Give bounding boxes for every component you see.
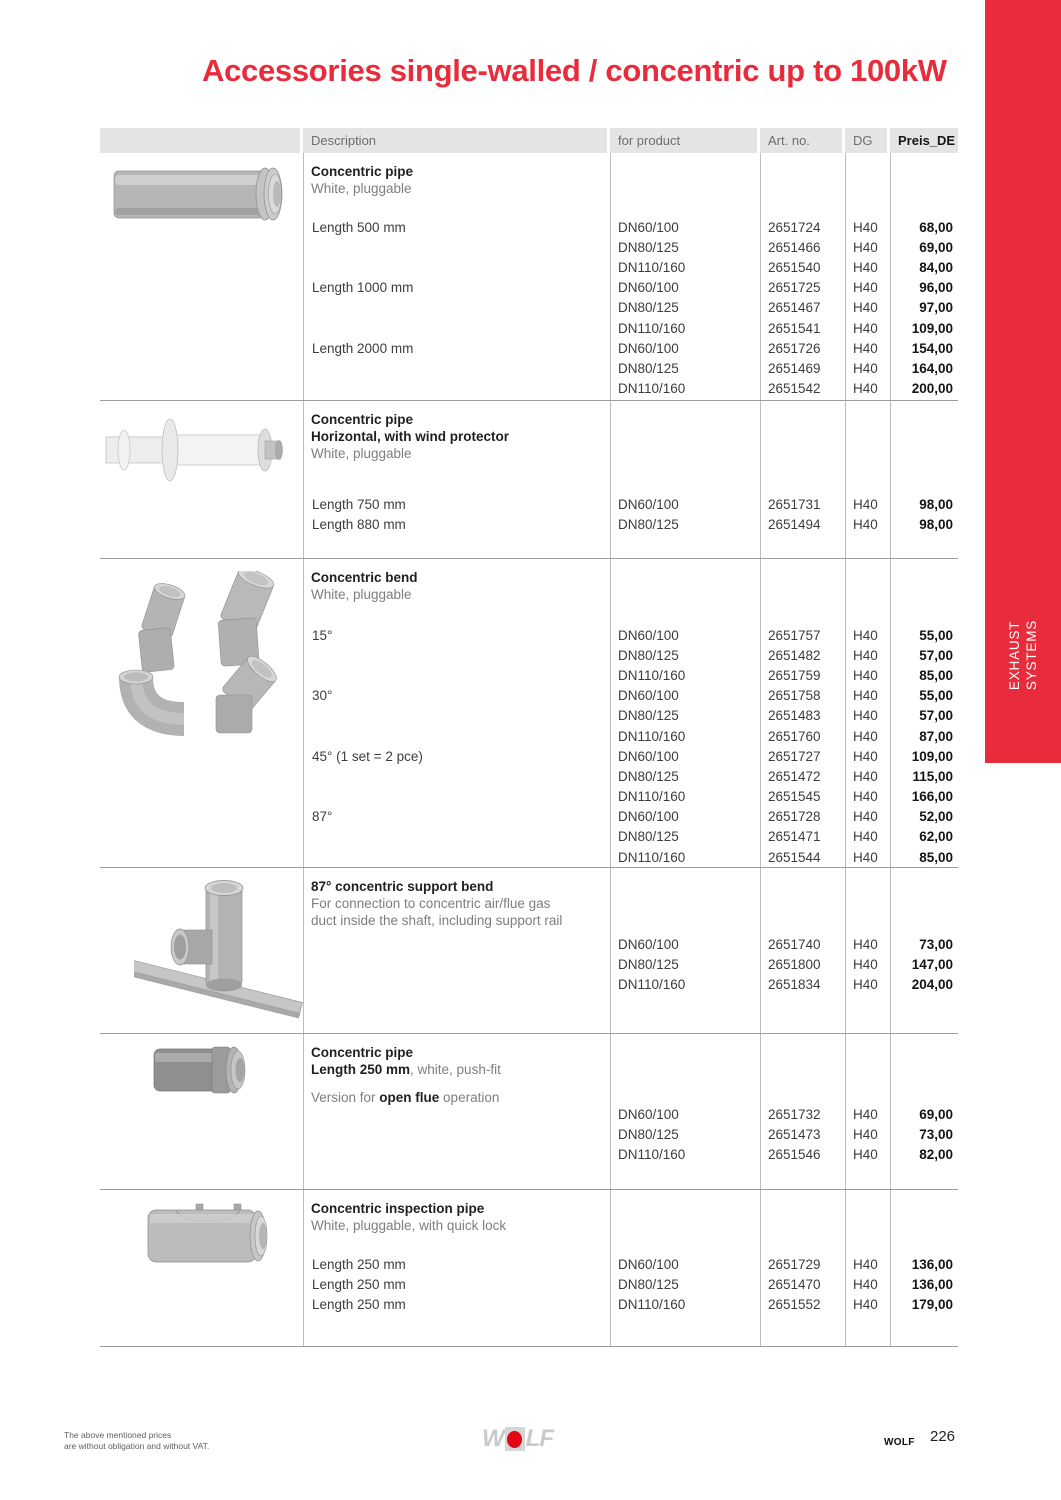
row-price: 166,00 (911, 789, 953, 805)
row-dg: H40 (853, 708, 878, 724)
row-art-no: 2651728 (768, 809, 821, 825)
table-row (100, 298, 958, 318)
description-line (311, 878, 603, 895)
description-segment: duct inside the shaft, including support rail (311, 913, 563, 928)
row-product: DN80/125 (618, 360, 679, 376)
row-product: DN110/160 (618, 728, 686, 744)
exhaust-systems-tab (985, 0, 1061, 763)
row-product: DN110/160 (618, 849, 686, 865)
row-dg: H40 (853, 496, 878, 512)
row-price: 73,00 (919, 1126, 953, 1142)
row-label: Length 2000 mm (312, 340, 414, 356)
row-product: DN80/125 (618, 708, 679, 724)
row-art-no: 2651471 (768, 829, 821, 845)
row-price: 98,00 (919, 516, 953, 532)
column-divider (760, 401, 761, 558)
row-label: Length 250 mm (312, 1296, 406, 1312)
row-dg: H40 (853, 1126, 878, 1142)
column-divider (610, 401, 611, 558)
disclaimer-line-2: are without obligation and without VAT. (64, 1440, 210, 1451)
row-art-no: 2651544 (768, 849, 821, 865)
row-price: 115,00 (912, 768, 953, 784)
row-label: Length 250 mm (312, 1256, 406, 1272)
section-rows (100, 494, 958, 534)
description-segment: Concentric inspection pipe (311, 1201, 485, 1216)
table-row (100, 494, 958, 514)
description-line (311, 912, 603, 929)
table-row (100, 1124, 958, 1144)
description-segment: White, pluggable (311, 587, 412, 602)
row-art-no: 2651494 (768, 516, 821, 532)
row-price: 85,00 (919, 667, 953, 683)
row-price: 154,00 (911, 340, 953, 356)
wolf-logo (482, 1424, 553, 1454)
table-row (100, 726, 958, 746)
table-row (100, 665, 958, 685)
row-label: 87° (312, 809, 333, 825)
row-art-no: 2651473 (768, 1126, 821, 1142)
table-row (100, 514, 958, 534)
sidebar-line-1: EXHAUST (1007, 620, 1022, 691)
description-segment: Concentric pipe (311, 412, 414, 427)
row-art-no: 2651546 (768, 1146, 821, 1162)
row-art-no: 2651800 (768, 956, 821, 972)
product-description (311, 1044, 603, 1106)
row-art-no: 2651466 (768, 239, 821, 255)
description-segment: Concentric pipe (311, 164, 414, 179)
product-description (311, 411, 603, 462)
header-dg: DG (845, 128, 890, 153)
description-line (311, 895, 603, 912)
description-line (311, 411, 603, 428)
row-label: Length 500 mm (312, 219, 406, 235)
table-row (100, 706, 958, 726)
table-row (100, 1254, 958, 1274)
row-product: DN60/100 (618, 1256, 679, 1272)
exhaust-systems-label (1006, 620, 1040, 690)
table-row (100, 358, 958, 378)
table-row (100, 278, 958, 298)
description-line (311, 180, 603, 197)
description-segment: White, pluggable (311, 446, 412, 461)
product-section-concentric-pipe-horizontal (100, 401, 958, 559)
product-description (311, 878, 603, 929)
row-dg: H40 (853, 829, 878, 845)
column-divider (845, 401, 846, 558)
row-product: DN110/160 (618, 789, 686, 805)
description-line (311, 1061, 603, 1078)
section-rows (100, 1104, 958, 1165)
section-rows (100, 1254, 958, 1315)
row-label: Length 880 mm (312, 516, 406, 532)
logo-o-box (505, 1427, 525, 1451)
table-row (100, 954, 958, 974)
row-dg: H40 (853, 1276, 878, 1292)
table-row (100, 934, 958, 954)
table-row (100, 318, 958, 338)
product-description (311, 163, 603, 197)
row-price: 136,00 (911, 1276, 953, 1292)
row-dg: H40 (853, 849, 878, 865)
row-dg: H40 (853, 239, 878, 255)
section-rows (100, 625, 958, 867)
sidebar-line-2: SYSTEMS (1024, 619, 1039, 691)
product-description (311, 569, 603, 603)
table-row (100, 257, 958, 277)
row-price: 73,00 (919, 936, 953, 952)
product-section-concentric-pipe-250 (100, 1034, 958, 1190)
row-price: 147,00 (911, 956, 953, 972)
table-row (100, 1274, 958, 1294)
row-product: DN80/125 (618, 768, 679, 784)
row-art-no: 2651545 (768, 789, 821, 805)
row-price: 84,00 (919, 259, 953, 275)
description-line (311, 1217, 603, 1234)
row-art-no: 2651469 (768, 360, 821, 376)
row-label: Length 750 mm (312, 496, 406, 512)
row-price: 69,00 (919, 239, 953, 255)
description-segment: Horizontal, with wind protector (311, 429, 509, 444)
row-price: 200,00 (911, 381, 953, 397)
row-price: 204,00 (911, 976, 953, 992)
row-art-no: 2651472 (768, 768, 821, 784)
row-label: Length 250 mm (312, 1276, 406, 1292)
row-dg: H40 (853, 1296, 878, 1312)
description-line (311, 445, 603, 462)
row-dg: H40 (853, 748, 878, 764)
row-dg: H40 (853, 340, 878, 356)
row-price: 57,00 (919, 708, 953, 724)
product-section-concentric-inspection-pipe (100, 1190, 958, 1347)
row-label: 15° (312, 627, 333, 643)
header-art-no: Art. no. (760, 128, 845, 153)
row-product: DN110/160 (618, 259, 686, 275)
row-product: DN80/125 (618, 829, 679, 845)
table-row (100, 645, 958, 665)
row-price: 136,00 (911, 1256, 953, 1272)
row-product: DN60/100 (618, 1106, 679, 1122)
row-product: DN80/125 (618, 239, 679, 255)
row-price: 69,00 (919, 1106, 953, 1122)
row-price: 62,00 (919, 829, 953, 845)
row-price: 97,00 (919, 300, 953, 316)
row-price: 52,00 (919, 809, 953, 825)
price-disclaimer (64, 1430, 209, 1451)
row-product: DN80/125 (618, 956, 679, 972)
row-price: 96,00 (919, 280, 953, 296)
header-price: Preis_DE (890, 128, 958, 153)
row-dg: H40 (853, 300, 878, 316)
table-row (100, 1104, 958, 1124)
row-dg: H40 (853, 280, 878, 296)
row-dg: H40 (853, 360, 878, 376)
description-segment: White, pluggable, with quick lock (311, 1218, 507, 1233)
row-product: DN60/100 (618, 627, 679, 643)
description-line (311, 163, 603, 180)
row-art-no: 2651726 (768, 340, 821, 356)
row-product: DN80/125 (618, 516, 679, 532)
table-row (100, 827, 958, 847)
row-product: DN60/100 (618, 936, 679, 952)
description-segment: Concentric pipe (311, 1045, 414, 1060)
table-row (100, 625, 958, 645)
table-row (100, 686, 958, 706)
row-product: DN80/125 (618, 647, 679, 663)
row-art-no: 2651470 (768, 1276, 821, 1292)
description-segment: Concentric bend (311, 570, 418, 585)
table-header (100, 128, 958, 153)
row-product: DN80/125 (618, 1276, 679, 1292)
row-dg: H40 (853, 647, 878, 663)
row-label: Length 1000 mm (312, 280, 414, 296)
row-product: DN110/160 (618, 1146, 686, 1162)
row-dg: H40 (853, 768, 878, 784)
product-section-concentric-pipe (100, 153, 958, 401)
concentric-pipe-250-render (152, 1042, 262, 1103)
row-product: DN80/125 (618, 1126, 679, 1142)
row-dg: H40 (853, 667, 878, 683)
column-divider (303, 401, 304, 558)
row-product: DN60/100 (618, 219, 679, 235)
row-price: 85,00 (919, 849, 953, 865)
description-segment: open flue (379, 1090, 440, 1105)
page-number: 226 (930, 1428, 956, 1445)
row-price: 87,00 (919, 728, 953, 744)
row-dg: H40 (853, 976, 878, 992)
row-dg: H40 (853, 956, 878, 972)
product-section-concentric-bend (100, 559, 958, 868)
row-product: DN60/100 (618, 496, 679, 512)
row-product: DN60/100 (618, 688, 679, 704)
row-art-no: 2651732 (768, 1106, 821, 1122)
table-row (100, 766, 958, 786)
row-price: 109,00 (911, 748, 953, 764)
row-art-no: 2651727 (768, 748, 821, 764)
description-segment: Version for (311, 1090, 380, 1105)
row-product: DN110/160 (618, 381, 686, 397)
logo-letters-lf: LF (525, 1425, 553, 1452)
row-art-no: 2651542 (768, 381, 821, 397)
description-segment: Length 250 mm (311, 1062, 411, 1077)
disclaimer-line-1: The above mentioned prices (64, 1430, 172, 1440)
row-label: 45° (1 set = 2 pce) (312, 748, 423, 764)
row-dg: H40 (853, 1256, 878, 1272)
row-art-no: 2651757 (768, 627, 821, 643)
row-art-no: 2651540 (768, 259, 821, 275)
logo-red-dot-icon (507, 1431, 522, 1448)
product-section-support-bend-87 (100, 868, 958, 1034)
row-product: DN110/160 (618, 320, 686, 336)
description-line (311, 428, 603, 445)
row-dg: H40 (853, 809, 878, 825)
description-segment: 87° concentric support bend (311, 879, 494, 894)
description-segment: For connection to concentric air/flue gas (311, 896, 551, 911)
row-product: DN110/160 (618, 667, 686, 683)
row-price: 55,00 (919, 688, 953, 704)
row-price: 55,00 (919, 627, 953, 643)
row-art-no: 2651731 (768, 496, 821, 512)
row-art-no: 2651759 (768, 667, 821, 683)
table-row (100, 974, 958, 994)
concentric-pipe-wind-protector-render (104, 407, 289, 498)
table-row (100, 1294, 958, 1314)
row-price: 109,00 (911, 320, 953, 336)
row-art-no: 2651724 (768, 219, 821, 235)
table-sections (100, 153, 958, 1347)
logo-letter-w: W (482, 1425, 504, 1452)
row-dg: H40 (853, 320, 878, 336)
description-line (311, 586, 603, 603)
row-art-no: 2651483 (768, 708, 821, 724)
section-rows (100, 934, 958, 995)
row-dg: H40 (853, 516, 878, 532)
footer-brand: WOLF (884, 1437, 915, 1448)
row-art-no: 2651834 (768, 976, 821, 992)
row-dg: H40 (853, 219, 878, 235)
row-dg: H40 (853, 688, 878, 704)
table-row (100, 787, 958, 807)
description-segment: operation (439, 1090, 500, 1105)
row-product: DN60/100 (618, 809, 679, 825)
page-title: Accessories single-walled / concentric up to 100kW (202, 53, 947, 88)
row-dg: H40 (853, 789, 878, 805)
row-art-no: 2651482 (768, 647, 821, 663)
row-price: 164,00 (911, 360, 953, 376)
row-label: 30° (312, 688, 333, 704)
row-dg: H40 (853, 1106, 878, 1122)
header-image-column (100, 128, 303, 153)
row-price: 57,00 (919, 647, 953, 663)
row-dg: H40 (853, 259, 878, 275)
description-line (311, 1200, 603, 1217)
row-art-no: 2651758 (768, 688, 821, 704)
table-row (100, 217, 958, 237)
row-price: 98,00 (919, 496, 953, 512)
row-product: DN80/125 (618, 300, 679, 316)
description-segment: White, pluggable (311, 181, 412, 196)
row-price: 179,00 (911, 1296, 953, 1312)
table-row (100, 1144, 958, 1164)
table-row (100, 807, 958, 827)
table-row (100, 338, 958, 358)
row-product: DN60/100 (618, 340, 679, 356)
table-row (100, 746, 958, 766)
description-line (311, 1078, 603, 1089)
column-divider (890, 401, 891, 558)
row-art-no: 2651467 (768, 300, 821, 316)
table-row (100, 237, 958, 257)
row-product: DN110/160 (618, 1296, 686, 1312)
row-art-no: 2651729 (768, 1256, 821, 1272)
row-product: DN60/100 (618, 748, 679, 764)
description-line (311, 569, 603, 586)
row-art-no: 2651725 (768, 280, 821, 296)
row-product: DN110/160 (618, 976, 686, 992)
row-product: DN60/100 (618, 280, 679, 296)
row-dg: H40 (853, 936, 878, 952)
row-dg: H40 (853, 627, 878, 643)
row-price: 82,00 (919, 1146, 953, 1162)
table-row (100, 847, 958, 867)
table-row (100, 379, 958, 399)
description-segment: , white, push-fit (410, 1062, 501, 1077)
product-description (311, 1200, 603, 1234)
row-art-no: 2651760 (768, 728, 821, 744)
row-dg: H40 (853, 1146, 878, 1162)
header-for-product: for product (610, 128, 760, 153)
row-art-no: 2651541 (768, 320, 821, 336)
row-price: 68,00 (919, 219, 953, 235)
row-dg: H40 (853, 728, 878, 744)
section-rows (100, 217, 958, 399)
row-dg: H40 (853, 381, 878, 397)
description-line (311, 1044, 603, 1061)
header-description: Description (303, 128, 610, 153)
row-art-no: 2651552 (768, 1296, 821, 1312)
row-art-no: 2651740 (768, 936, 821, 952)
